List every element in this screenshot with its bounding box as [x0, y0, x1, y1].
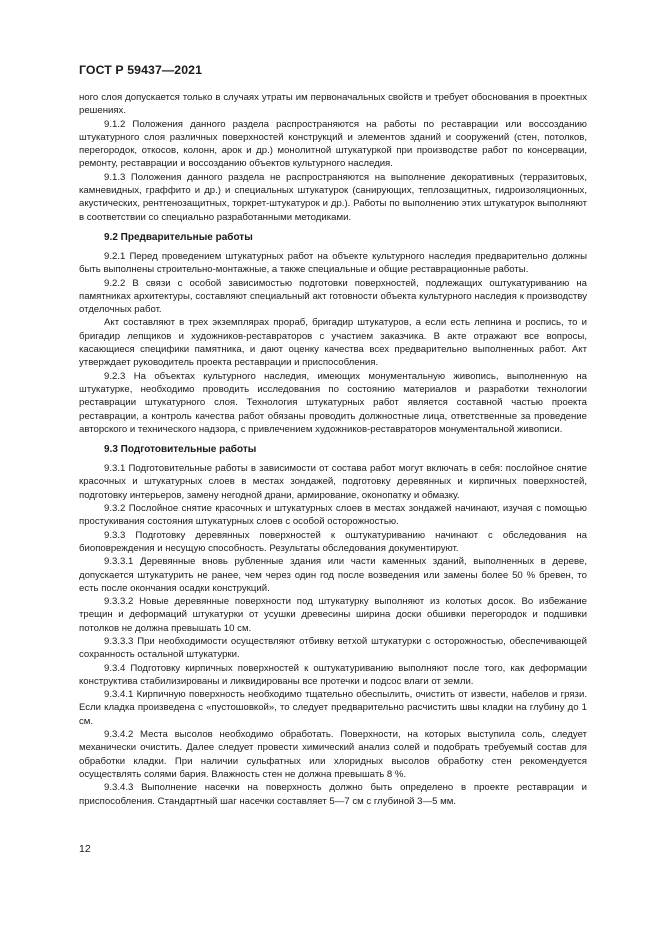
document-body: [79, 91, 587, 808]
section-heading-9-2: 9.2 Предварительные работы: [104, 231, 253, 243]
document-header: ГОСТ Р 59437—2021: [79, 63, 203, 77]
paragraph-9-3-3-1: 9.3.3.1 Деревянные вновь рубленные здания или части каменных зданий, выполненных в дереве, допускается штукатурить не ранее, чем через один год после возведения или замены более 50 % бревен, то есть после окончания осадки конструкций.: [79, 556, 587, 594]
paragraph-9-2-3: 9.2.3 На объектах культурного наследия, имеющих монументальную живопись, выполненную на штукатурке, необходимо проводить исследования по состоянию материалов и разработки технологии реставрации штукатурного слоя. Технология штукатурных работ является составной частью проекта реставрации, а контроль качества работ обязаны проводить должностные лица, ответственные за проведение авторского и технического надзора, с привлечением художников-реставраторов монументальной живописи.: [79, 370, 587, 435]
paragraph-9-1-3: 9.1.3 Положения данного раздела не распространяются на выполнение декоративных (терразитовых, камневидных, граффито и др.) и специальных штукатурок (санирующих, теплозащитных, гидроизоляционных, акустических, рентгенозащитных, торкрет-штукатурок и др.). Работы по выполнению этих штукатурок выполняют в соответствии со специально разработанными методиками.: [79, 171, 587, 223]
paragraph-9-3-3: 9.3.3 Подготовку деревянных поверхностей к оштукатуриванию начинают с обследования на биоповреждения и несущую способность. Результаты обследования документируют.: [79, 529, 587, 554]
paragraph-9-2-1: 9.2.1 Перед проведением штукатурных работ на объекте культурного наследия предварительно должны быть выполнены строительно-монтажные, а также специальные и общие реставрационные работы.: [79, 250, 587, 276]
paragraph-9-3-3-2: 9.3.3.2 Новые деревянные поверхности под штукатурку выполняют из колотых досок. Во избежание трещин и деформаций штукатурки от усушки древесины ширина доски обшивки перегородок и подшивки потолков не должна превышать 10 см.: [79, 596, 587, 634]
paragraph-9-3-3-3: 9.3.3.3 При необходимости осуществляют отбивку ветхой штукатурки с осторожностью, обеспечивающей сохранность остальной штукатурки.: [79, 635, 587, 661]
paragraph-9-3-4-1: 9.3.4.1 Кирпичную поверхность необходимо тщательно обеспылить, очистить от извести, набелов и грязи. Если кладка произведена с «пустошовкой», то следует предварительно расчистить швы кладки на глубину до 1 см.: [79, 689, 587, 727]
paragraph-9-3-4: 9.3.4 Подготовку кирпичных поверхностей к оштукатуриванию выполняют после того, как деформации конструктива стабилизированы и ликвидированы все протечки и подсос влаги от земли.: [79, 662, 587, 687]
paragraph-9-3-4-2: 9.3.4.2 Места высолов необходимо обработать. Поверхности, на которых выступила соль, следует механически очистить. Далее следует провести химический анализ солей и подобрать требуемый состав для обработки кладки. При наличии сульфатных или хлоридных высолов обработку стен рекомендуется осуществлять солями бария. Влажность стен не должна превышать 8 %.: [79, 729, 587, 780]
paragraph-9-2-2: 9.2.2 В связи с особой зависимостью подготовки поверхностей, подлежащих оштукатуриванию на памятниках архитектуры, составляют специальный акт готовности объекта культурного наследия к производству отделочных работ.: [79, 277, 587, 316]
section-heading-9-3: 9.3 Подготовительные работы: [104, 444, 257, 456]
paragraph-9-3-4-3: 9.3.4.3 Выполнение насечки на поверхность должно быть определено в проекте реставрации и приспособления. Стандартный шаг насечки составляет 5—7 см с глубиной 3—5 мм.: [79, 782, 587, 807]
paragraph-continuation: ного слоя допускается только в случаях утраты им первоначальных свойств и требует обоснования в проектных решениях.: [79, 92, 587, 117]
paragraph-act: Акт составляют в трех экземплярах прораб, бригадир штукатуров, а если есть лепнина и роспись, то и бригадир лепщиков и художников-реставраторов с участием заказчика. В акте отражают все вопросы, касающиеся специфики памятника, и дают оценку качества всех предварительно выполненных работ. Акт утверждает руководитель проекта реставрации и приспособления.: [79, 317, 587, 369]
paragraph-9-3-1: 9.3.1 Подготовительные работы в зависимости от состава работ могут включать в себя: послойное снятие красочных и штукатурных слоев в местах зондажей, подготовку деревянных и кирпичных поверхностей, подготовку интерьеров, замену негодной драни, армирование, оконопатку и обмазку.: [79, 463, 587, 501]
page-number: 12: [79, 843, 91, 855]
paragraph-9-3-2: 9.3.2 Послойное снятие красочных и штукатурных слоев в местах зондажей начинают, изучая с помощью простукивания состояния штукатурных слоев с особой осторожностью.: [79, 503, 587, 528]
paragraph-9-1-2: 9.1.2 Положения данного раздела распространяются на работы по реставрации или воссозданию штукатурного слоя различных поверхностей конструкций и элементов зданий и сооружений (стен, потолков, перегородок, откосов, колонн, арок и др.) монолитной штукатуркой при производстве работ по консервации, ремонту, реставрации и воссозданию объектов культурного наследия.: [79, 118, 587, 170]
